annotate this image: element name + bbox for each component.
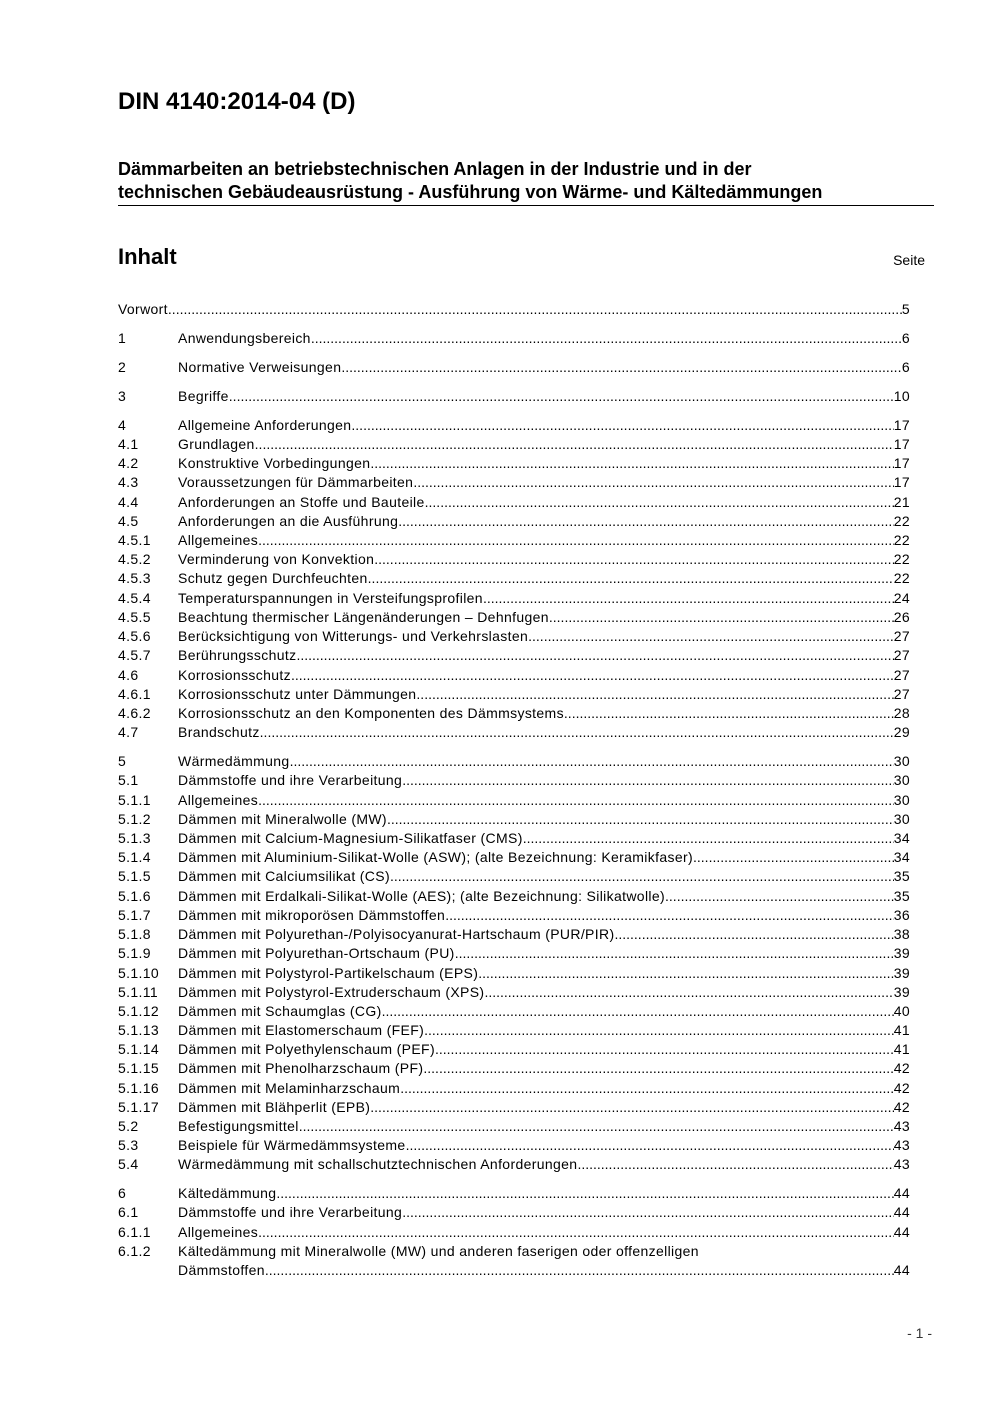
toc-entry[interactable] (118, 752, 910, 771)
toc-entry-number: 1 (118, 330, 127, 346)
toc-dot-leader (398, 512, 893, 531)
toc-entry-number: 5.1.15 (118, 1060, 160, 1076)
header-rule (118, 205, 934, 206)
toc-entry-title: Wärmedämmung mit schallschutztechnischen Anforderungen (178, 1156, 578, 1172)
toc-entry-page: 39 (893, 984, 910, 1000)
toc-entry-title: Verminderung von Konvektion (178, 551, 375, 567)
toc-entry-title: Dämmen mit Polyethylenschaum (PEF) (178, 1041, 435, 1057)
toc-entry-title: Berührungsschutz (178, 647, 297, 663)
toc-entry[interactable] (118, 1223, 910, 1242)
toc-entry-title: Temperaturspannungen in Versteifungsprofilen (178, 590, 483, 606)
toc-entry-page: 44 (893, 1224, 910, 1240)
toc-dot-leader (290, 752, 894, 771)
toc-entry-page: 22 (893, 513, 910, 529)
toc-entry[interactable] (118, 358, 910, 377)
toc-entry-page: 10 (893, 388, 910, 404)
toc-entry-title: Voraussetzungen für Dämmarbeiten (178, 474, 414, 490)
toc-entry[interactable] (118, 964, 910, 983)
toc-dot-leader (258, 1223, 894, 1242)
toc-entry-title: Anforderungen an die Ausführung (178, 513, 399, 529)
toc-entry[interactable] (118, 1059, 910, 1078)
toc-dot-leader (168, 300, 902, 319)
toc-entry-page: 26 (893, 609, 910, 625)
subtitle-line-2: technischen Gebäudeausrüstung - Ausführung von Wärme- und Kältedämmungen (118, 182, 823, 202)
toc-entry-title: Brandschutz (178, 724, 260, 740)
toc-entry[interactable] (118, 771, 910, 790)
toc-entry-title: Allgemeines (178, 532, 259, 548)
toc-entry-number: 5.1.9 (118, 945, 151, 961)
toc-dot-leader (523, 829, 894, 848)
toc-entry-page: 17 (893, 455, 910, 471)
toc-entry-number: 5.1.2 (118, 811, 151, 827)
toc-entry-number: 5.3 (118, 1137, 139, 1153)
toc-entry-title: Beachtung thermischer Längenänderungen – Dehnfugen (178, 609, 549, 625)
toc-entry-page: 42 (893, 1080, 910, 1096)
toc-entry-page: 5 (901, 301, 910, 317)
toc-entry[interactable] (118, 1098, 910, 1117)
toc-entry-page: 22 (893, 570, 910, 586)
toc-dot-leader (406, 1136, 894, 1155)
toc-dot-leader (265, 1261, 894, 1280)
toc-entry-page: 41 (893, 1022, 910, 1038)
toc-entry-title: Korrosionsschutz unter Dämmungen (178, 686, 417, 702)
toc-entry-page: 21 (893, 494, 910, 510)
toc-entry-number: 5.1.16 (118, 1080, 160, 1096)
toc-dot-leader (382, 1002, 894, 1021)
toc-entry[interactable] (118, 1155, 910, 1174)
toc-dot-leader (351, 416, 893, 435)
toc-dot-leader (370, 1098, 893, 1117)
toc-entry-title: Dämmstoffe und ihre Verarbeitung (178, 772, 403, 788)
toc-entry-number: 4.5.4 (118, 590, 151, 606)
toc-entry-page: 43 (893, 1156, 910, 1172)
toc-entry-page: 27 (893, 686, 910, 702)
toc-entry[interactable] (118, 512, 910, 531)
toc-entry[interactable] (118, 983, 910, 1002)
toc-entry-number: 5.1.5 (118, 868, 151, 884)
toc-dot-leader (455, 944, 894, 963)
toc-entry-page: 39 (893, 965, 910, 981)
toc-dot-leader (291, 666, 894, 685)
toc-entry[interactable] (118, 1117, 910, 1136)
toc-entry[interactable] (118, 848, 910, 867)
toc-dot-leader (400, 1079, 894, 1098)
toc-entry-number: 4.6 (118, 667, 139, 683)
toc-entry-title: Dämmen mit Polyurethan-Ortschaum (PU) (178, 945, 455, 961)
toc-dot-leader (423, 1059, 893, 1078)
toc-entry-title: Normative Verweisungen (178, 359, 342, 375)
toc-entry-page: 39 (893, 945, 910, 961)
toc-entry[interactable] (118, 666, 910, 685)
toc-entry-number: 4.2 (118, 455, 139, 471)
toc-entry-page: 35 (893, 888, 910, 904)
toc-entry-page: 43 (893, 1137, 910, 1153)
toc-heading: Inhalt (118, 244, 177, 269)
toc-entry-title: Dämmstoffen (178, 1262, 265, 1278)
toc-entry-page: 41 (893, 1041, 910, 1057)
toc-entry-title: Korrosionsschutz (178, 667, 291, 683)
toc-entry[interactable] (118, 1136, 910, 1155)
toc-entry[interactable] (118, 887, 910, 906)
toc-entry-page: 27 (893, 628, 910, 644)
toc-dot-leader (370, 454, 893, 473)
toc-entry-title: Allgemeines (178, 1224, 259, 1240)
toc-dot-leader (416, 685, 893, 704)
toc-entry[interactable] (118, 925, 910, 944)
toc-entry-number: 4.5.2 (118, 551, 151, 567)
toc-entry-title: Kältedämmung (178, 1185, 277, 1201)
toc-entry-title: Dämmen mit Erdalkali-Silikat-Wolle (AES); (alte Bezeichnung: Silikatwolle) (178, 888, 666, 904)
toc-entry[interactable] (118, 550, 910, 569)
toc-entry[interactable] (118, 1184, 910, 1203)
toc-entry-title: Grundlagen (178, 436, 255, 452)
toc-entry-number: 4.5.3 (118, 570, 151, 586)
toc-dot-leader (368, 569, 894, 588)
toc-dot-leader (693, 848, 894, 867)
toc-entry-number: 5.1.8 (118, 926, 151, 942)
toc-entry[interactable] (118, 1261, 910, 1280)
toc-dot-leader (402, 771, 894, 790)
toc-entry-number: 5.1.13 (118, 1022, 160, 1038)
toc-entry-title: Dämmen mit Polystyrol-Extruderschaum (XPS) (178, 984, 485, 1000)
toc-entry-number: 6.1.2 (118, 1243, 151, 1259)
toc-entry-number: 4.6.2 (118, 705, 151, 721)
toc-entry[interactable] (118, 723, 910, 742)
toc-entry-title: Dämmen mit Aluminium-Silikat-Wolle (ASW); (alte Bezeichnung: Keramikfaser) (178, 849, 694, 865)
toc-entry-number: 5.1.10 (118, 965, 160, 981)
toc-entry[interactable] (118, 416, 910, 435)
toc-dot-leader (258, 791, 894, 810)
toc-entry-title: Dämmen mit Schaumglas (CG) (178, 1003, 382, 1019)
toc-entry-number: 5.4 (118, 1156, 139, 1172)
toc-entry-title: Beispiele für Wärmedämmsysteme (178, 1137, 406, 1153)
toc-entry-number: 5.1.14 (118, 1041, 160, 1057)
toc-entry-page: 27 (893, 667, 910, 683)
toc-entry-title: Anforderungen an Stoffe und Bauteile (178, 494, 425, 510)
toc-entry-page: 30 (893, 792, 910, 808)
toc-dot-leader (296, 646, 893, 665)
toc-entry[interactable] (118, 810, 910, 829)
toc-dot-leader (484, 983, 893, 1002)
toc-entry[interactable] (118, 387, 910, 406)
toc-entry[interactable] (118, 627, 910, 646)
toc-dot-leader (311, 329, 902, 348)
toc-entry-title: Anwendungsbereich (178, 330, 311, 346)
toc-entry-number: 5.1.12 (118, 1003, 160, 1019)
toc-dot-leader (424, 1021, 894, 1040)
document-subtitle (118, 158, 934, 204)
toc-entry-number: 2 (118, 359, 127, 375)
toc-entry-page: 22 (893, 551, 910, 567)
toc-entry[interactable] (118, 944, 910, 963)
toc-entry-title: Dämmen mit Polystyrol-Partikelschaum (EPS) (178, 965, 479, 981)
toc-entry-number: 5 (118, 753, 127, 769)
toc-entry-title: Dämmen mit Phenolharzschaum (PF) (178, 1060, 424, 1076)
toc-entry-page: 42 (893, 1099, 910, 1115)
toc-dot-leader (445, 906, 894, 925)
toc-entry[interactable] (118, 829, 910, 848)
toc-entry-page: 42 (893, 1060, 910, 1076)
toc-entry-number (118, 1261, 178, 1280)
toc-entry-title: Kältedämmung mit Mineralwolle (MW) und anderen faserigen oder offenzelligen (178, 1243, 699, 1259)
toc-entry-number: 4.4 (118, 494, 139, 510)
toc-entry-number: 4.6.1 (118, 686, 151, 702)
toc-entry-title: Berücksichtigung von Witterungs- und Verkehrslasten (178, 628, 529, 644)
toc-entry-title: Dämmen mit Calciumsilikat (CS) (178, 868, 390, 884)
toc-entry-first-line[interactable] (118, 1242, 910, 1261)
toc-entry-number: 4.3 (118, 474, 139, 490)
toc-entry-title: Dämmen mit Calcium-Magnesium-Silikatfaser (CMS) (178, 830, 523, 846)
toc-entry-number: 4.5.6 (118, 628, 151, 644)
toc-entry-page: 24 (893, 590, 910, 606)
toc-entry-page: 17 (893, 474, 910, 490)
toc-dot-leader (390, 867, 894, 886)
toc-entry[interactable] (118, 300, 910, 319)
toc-dot-leader (260, 723, 894, 742)
toc-entry-title: Dämmstoffe und ihre Verarbeitung (178, 1204, 403, 1220)
toc-entry-number: 4.1 (118, 436, 139, 452)
toc-entry-page: 17 (893, 417, 910, 433)
toc-entry-title: Vorwort (118, 301, 168, 317)
toc-entry-page: 6 (901, 359, 910, 375)
toc-entry-number: 5.2 (118, 1118, 139, 1134)
toc-entry[interactable] (118, 1021, 910, 1040)
toc-dot-leader (614, 925, 893, 944)
toc-entry-number: 5.1.6 (118, 888, 151, 904)
toc-entry-page: 6 (901, 330, 910, 346)
toc-entry-number: 6 (118, 1185, 127, 1201)
toc-entry-page: 36 (893, 907, 910, 923)
toc-entry[interactable] (118, 704, 910, 723)
toc-dot-leader (564, 704, 894, 723)
toc-entry-number: 4.5 (118, 513, 139, 529)
page-number: - 1 - (907, 1325, 932, 1341)
toc-dot-leader (577, 1155, 893, 1174)
toc-entry-page: 34 (893, 830, 910, 846)
toc-dot-leader (549, 608, 894, 627)
toc-entry-page: 17 (893, 436, 910, 452)
toc-entry[interactable] (118, 589, 910, 608)
toc-entry-page: 30 (893, 772, 910, 788)
toc-entry-page: 43 (893, 1118, 910, 1134)
toc-entry[interactable] (118, 329, 910, 348)
toc-entry[interactable] (118, 1002, 910, 1021)
toc-entry-page: 28 (893, 705, 910, 721)
toc-entry-number: 5.1 (118, 772, 139, 788)
toc-entry-title: Begriffe (178, 388, 229, 404)
toc-dot-leader (483, 589, 894, 608)
toc-entry-page: 44 (893, 1204, 910, 1220)
toc-entry[interactable] (118, 454, 910, 473)
toc-dot-leader (413, 473, 893, 492)
toc-entry[interactable] (118, 569, 910, 588)
toc-entry-title: Schutz gegen Durchfeuchten (178, 570, 368, 586)
toc-dot-leader (402, 1203, 894, 1222)
toc-entry[interactable] (118, 646, 910, 665)
toc-entry-number: 5.1.17 (118, 1099, 160, 1115)
toc-dot-leader (258, 531, 894, 550)
toc-entry-title: Befestigungsmittel (178, 1118, 299, 1134)
toc-entry-title: Dämmen mit mikroporösen Dämmstoffen (178, 907, 446, 923)
subtitle-line-1: Dämmarbeiten an betriebstechnischen Anlagen in der Industrie und in der (118, 159, 752, 179)
toc-entry-number: 4.5.1 (118, 532, 151, 548)
toc-entry[interactable] (118, 1079, 910, 1098)
toc-entry-number: 5.1.3 (118, 830, 151, 846)
toc-entry-page: 30 (893, 811, 910, 827)
toc-entry-number: 4.5.5 (118, 609, 151, 625)
toc-dot-leader (255, 435, 894, 454)
toc-entry-title: Wärmedämmung (178, 753, 290, 769)
toc-dot-leader (341, 358, 902, 377)
document-id: DIN 4140:2014-04 (D) (118, 88, 356, 115)
toc-entry-title: Allgemeine Anforderungen (178, 417, 352, 433)
toc-entry-number: 5.1.11 (118, 984, 158, 1000)
toc-entry-number: 4 (118, 417, 127, 433)
toc-entry[interactable] (118, 493, 910, 512)
toc-entry-page: 38 (893, 926, 910, 942)
toc-entry-page: 29 (893, 724, 910, 740)
toc-dot-leader (276, 1184, 893, 1203)
toc-entry[interactable] (118, 1203, 910, 1222)
toc-entry-number: 4.7 (118, 724, 139, 740)
toc-dot-leader (435, 1040, 894, 1059)
toc-entry[interactable] (118, 685, 910, 704)
toc-dot-leader (299, 1117, 894, 1136)
toc-entry-title: Konstruktive Vorbedingungen (178, 455, 371, 471)
toc-dot-leader (478, 964, 894, 983)
toc-entry-page: 44 (893, 1185, 910, 1201)
toc-entry-page: 30 (893, 753, 910, 769)
toc-entry-title: Dämmen mit Polyurethan-/Polyisocyanurat-Hartschaum (PUR/PIR) (178, 926, 615, 942)
toc-entry[interactable] (118, 867, 910, 886)
toc-entry[interactable] (118, 608, 910, 627)
toc-entry-number: 4.5.7 (118, 647, 151, 663)
toc-entry-title: Dämmen mit Elastomerschaum (FEF) (178, 1022, 425, 1038)
toc-dot-leader (425, 493, 894, 512)
toc-entry-number: 5.1.1 (118, 792, 151, 808)
toc-entry-title: Korrosionsschutz an den Komponenten des Dämmsystems (178, 705, 564, 721)
toc-dot-leader (229, 387, 894, 406)
toc-entry-number: 3 (118, 388, 127, 404)
toc-entry[interactable] (118, 531, 910, 550)
toc-entry-page: 34 (893, 849, 910, 865)
toc-dot-leader (387, 810, 894, 829)
toc-entry[interactable] (118, 1040, 910, 1059)
toc-dot-leader (374, 550, 893, 569)
toc-entry-page: 27 (893, 647, 910, 663)
toc-entry-page: 22 (893, 532, 910, 548)
toc-entry-title: Dämmen mit Blähperlit (EPB) (178, 1099, 371, 1115)
toc-entry[interactable] (118, 791, 910, 810)
toc-entry-title: Dämmen mit Mineralwolle (MW) (178, 811, 387, 827)
toc-entry[interactable] (118, 906, 910, 925)
toc-entry-page: 44 (893, 1262, 910, 1278)
toc-page-label: Seite (893, 252, 925, 268)
toc-entry[interactable] (118, 473, 910, 492)
toc-entry-page: 40 (893, 1003, 910, 1019)
toc-entry-page: 35 (893, 868, 910, 884)
toc-dot-leader (528, 627, 894, 646)
toc-entry-number: 5.1.4 (118, 849, 151, 865)
toc-entry-title: Allgemeines (178, 792, 259, 808)
toc-entry-number: 6.1 (118, 1204, 139, 1220)
toc-entry[interactable] (118, 435, 910, 454)
toc-entry-number: 5.1.7 (118, 907, 151, 923)
toc-entry-title: Dämmen mit Melaminharzschaum (178, 1080, 401, 1096)
toc-dot-leader (665, 887, 894, 906)
toc-entry-number: 6.1.1 (118, 1224, 151, 1240)
